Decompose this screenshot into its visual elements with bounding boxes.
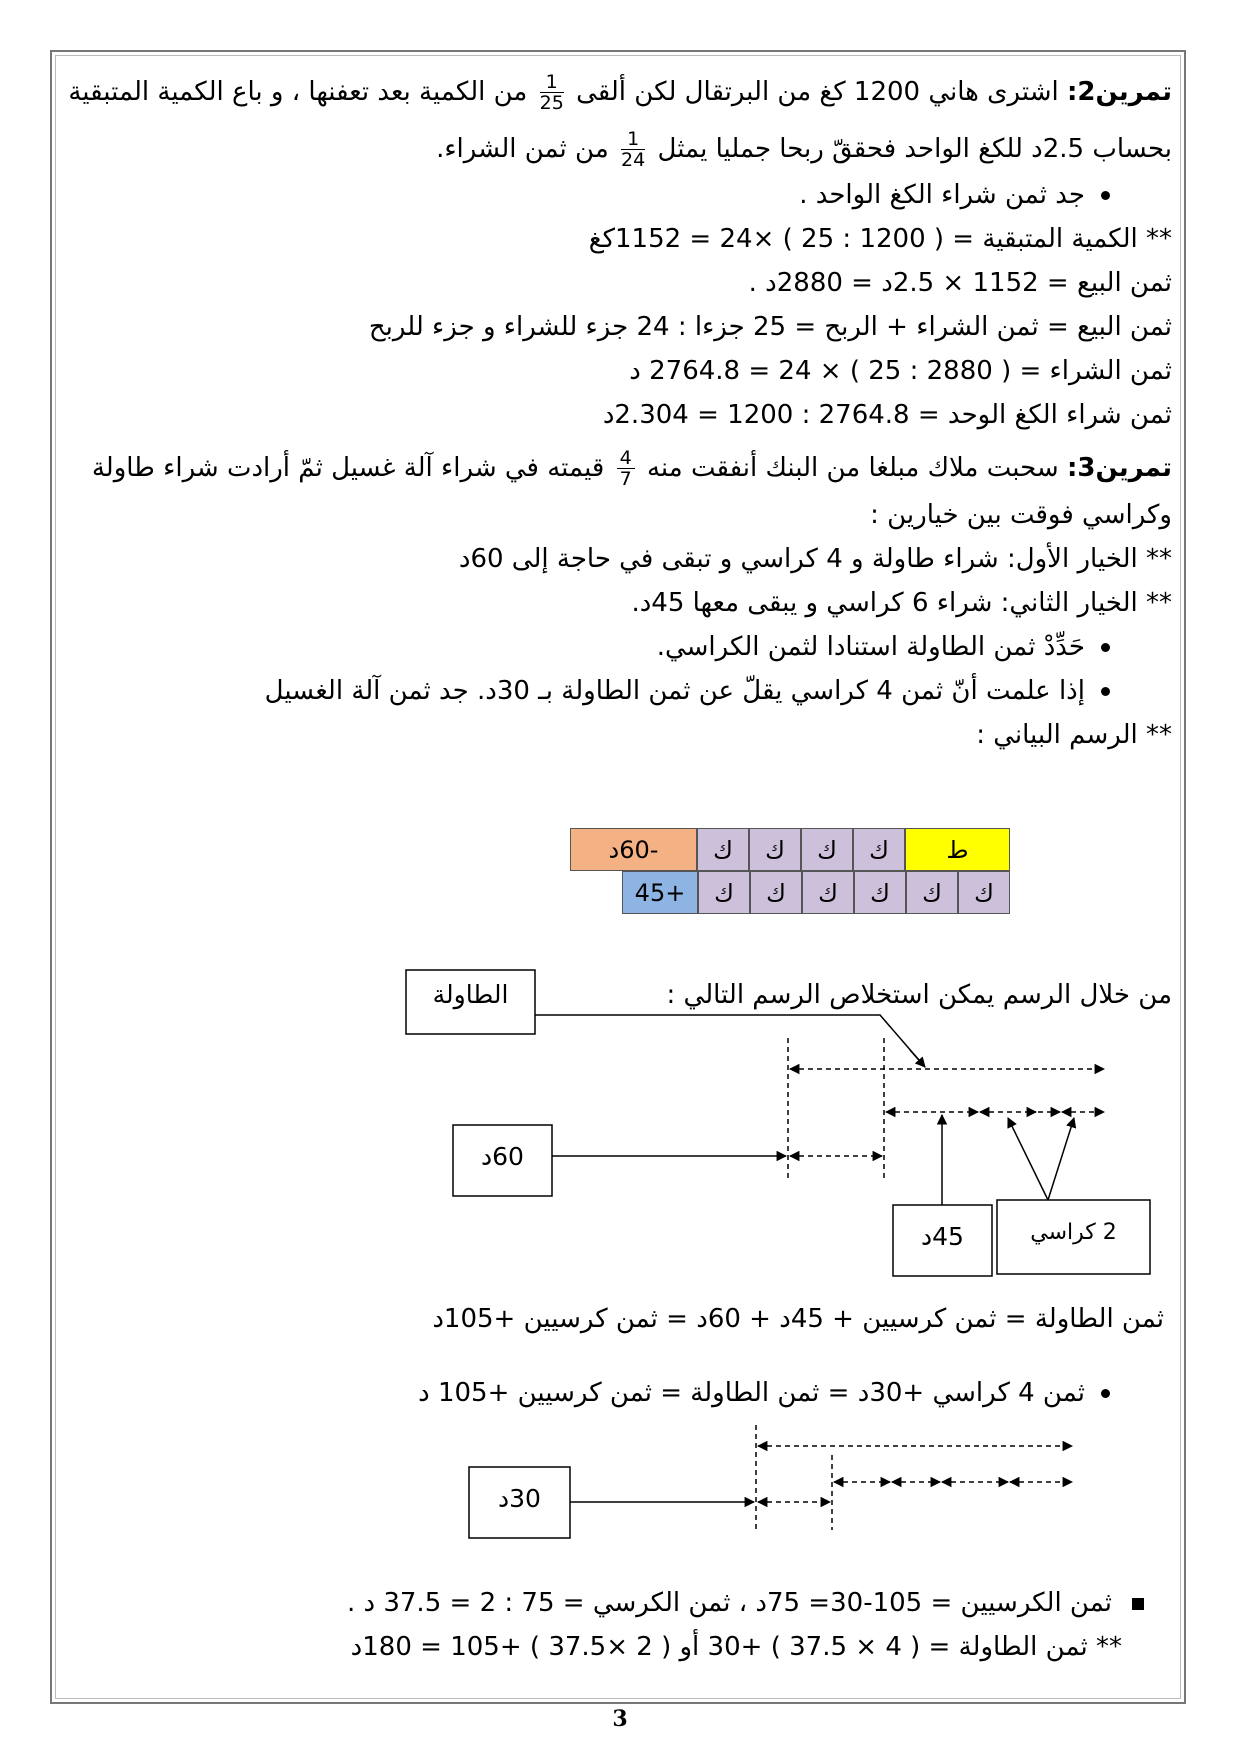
box-60-label: 60د [481, 1142, 524, 1171]
ex2-step-4: ثمن الشراء = ( 2880 : 25 ) × 24 = 2764.8 د [629, 356, 1172, 386]
bar-chair-cell: ك [906, 871, 958, 914]
equation-table-price: ثمن الطاولة = ثمن كرسيين + 45د + 60د = ثمن كرسيين +105د [432, 1304, 1164, 1334]
result-chairs: ثمن الكرسيين = 105-30= 75د ، ثمن الكرسي = 75 : 2 = 37.5 د . [347, 1586, 1144, 1620]
result-table: ** ثمن الطاولة = ( 4 × 37.5 ) +30 أو ( 2 ×37.5 ) +105 = 180د [350, 1632, 1122, 1662]
ex2-step-1: ** الكمية المتبقية = ( 1200 : 25 ) ×24 = 1152كغ [588, 224, 1172, 254]
bar-chair-cell: ك [697, 828, 749, 871]
ex3-option-1: ** الخيار الأول: شراء طاولة و 4 كراسي و تبقى في حاجة إلى 60د [458, 544, 1172, 574]
bar-chair-cell: ك [749, 828, 801, 871]
ex3-option-2: ** الخيار الثاني: شراء 6 كراسي و يبقى معها 45د. [631, 588, 1172, 618]
ex3-line-2: وكراسي فوقت بين خيارين : [870, 500, 1172, 530]
graph-heading: ** الرسم البياني : [976, 720, 1172, 750]
bar-chair-cell: ك [750, 871, 802, 914]
ex2-step-3: ثمن البيع = ثمن الشراء + الربح = 25 جزءا : 24 جزء للشراء و جزء للربح [368, 312, 1172, 342]
bar-chair-cell: ك [958, 871, 1010, 914]
box-45-label: 45د [921, 1222, 964, 1251]
page-number: 3 [612, 1706, 628, 1732]
bar-plus-45: +45 [622, 871, 698, 914]
ex2-step-5: ثمن شراء الكغ الوحد = 2764.8 : 1200 = 2.304د [602, 400, 1172, 430]
ex3-question-2: إذا علمت أنّ ثمن 4 كراسي يقلّ عن ثمن الطاولة بـ 30د. جد ثمن آلة الغسيل [265, 674, 1110, 708]
bar-chair-cell: ك [802, 871, 854, 914]
square-bullet-icon [1132, 1598, 1144, 1610]
ex2-step-2: ثمن البيع = 1152 × 2.5د = 2880د . [748, 268, 1172, 298]
bar-chair-cell: ك [854, 871, 906, 914]
fraction-1-25: $\frac{1}{25}$ [539, 71, 564, 114]
ex2-text-b: من الكمية بعد تعفنها ، و باع الكمية المتبقية [68, 77, 528, 107]
fraction-4-7: $\frac{4}{7}$ [617, 448, 635, 489]
bar-chair-cell: ك [801, 828, 853, 871]
bar-minus-60: -60د [570, 828, 697, 871]
ex3-question-1: حَدِّدْ ثمن الطاولة استنادا لثمن الكراسي. [657, 630, 1110, 664]
ex2-question: جد ثمن شراء الكغ الواحد . [799, 178, 1110, 212]
ex2-line-2: بحساب 2.5د للكغ الواحد فحققّ ربحا جمليا يمثل $\frac{1}{24}$ من ثمن الشراء. [436, 128, 1172, 171]
box-30-label: 30د [498, 1484, 541, 1513]
bar-table-cell: ط [905, 828, 1010, 871]
ex3-title: تمرين3: [1066, 453, 1172, 483]
deduce-text: من خلال الرسم يمكن استخلاص الرسم التالي : [666, 980, 1172, 1010]
bar-chair-cell: ك [698, 871, 750, 914]
bar-chair-cell: ك [853, 828, 905, 871]
ex3-line-1: تمرين3: سحبت ملاك مبلغا من البنك أنفقت منه $\frac{4}{7}$ قيمته في شراء آلة غسيل ثمّ أرادت شراء طاولة [91, 447, 1172, 490]
ex2-text-a: اشترى هاني 1200 كغ من البرتقال لكن ألقى [576, 77, 1059, 107]
box-table-label: الطاولة [432, 980, 509, 1009]
equation-4-chairs: ثمن 4 كراسي +30د = ثمن الطاولة = ثمن كرسيين +105 د [418, 1376, 1110, 1410]
ex2-title: تمرين2: [1066, 77, 1172, 107]
fraction-1-24: $\frac{1}{24}$ [621, 128, 646, 171]
box-2-chairs-label: 2 كراسي [1030, 1220, 1117, 1245]
